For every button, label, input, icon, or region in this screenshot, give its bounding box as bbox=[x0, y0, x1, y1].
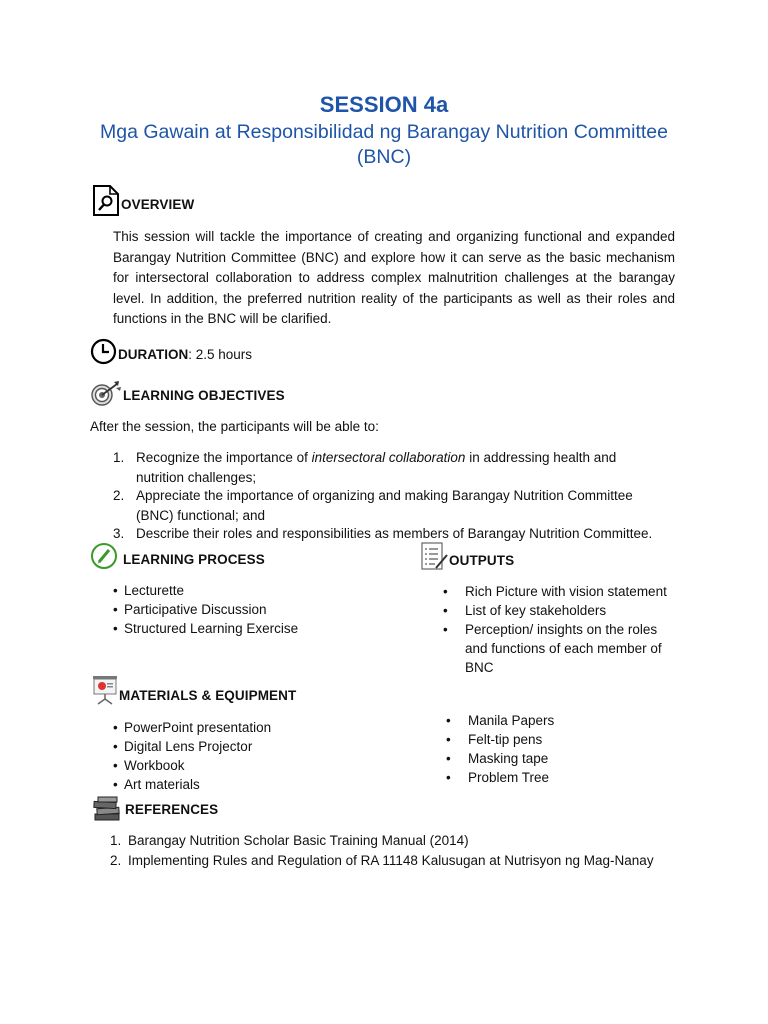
checklist-icon bbox=[420, 541, 449, 572]
references-list bbox=[110, 831, 710, 871]
list-item: • Problem Tree bbox=[446, 768, 696, 787]
list-item: • Rich Picture with vision statement bbox=[443, 582, 693, 601]
materials-heading: MATERIALS & EQUIPMENT bbox=[119, 688, 297, 703]
books-icon bbox=[92, 796, 122, 822]
list-item: 2. Appreciate the importance of organizing and making Barangay Nutrition Committee bbox=[113, 488, 633, 503]
duration-label: DURATION bbox=[118, 347, 189, 362]
list-item: 1. Barangay Nutrition Scholar Basic Training Manual (2014) bbox=[110, 833, 469, 848]
objectives-heading: LEARNING OBJECTIVES bbox=[123, 388, 285, 403]
objectives-list: 1. Recognize the importance of intersectoral collaboration in addressing health and nutrition challenges; 2. Appreciate the importance of organizing and making Barangay Nutrition Committee (BNC) functional; and 3. Describe their roles and responsibilities as members of Barangay Nutrition Committee. bbox=[113, 448, 683, 544]
duration-value: : 2.5 hours bbox=[188, 347, 253, 362]
overview-text: This session will tackle the importance of creating and organizing functional and expanded Barangay Nutrition Committee (BNC) and explore how it can serve as the basic mechanism for intersectoral collaboration to address complex malnutrition challenges at the barangay level. In addition, the preferred nutrition reality of the participants as well as their roles and functions in the BNC will be clarified. bbox=[113, 229, 675, 326]
overview-heading: OVERVIEW bbox=[121, 197, 195, 212]
list-item: • Workbook bbox=[113, 756, 413, 775]
list-item: • Art materials bbox=[113, 775, 413, 794]
list-item: • Structured Learning Exercise bbox=[113, 619, 413, 638]
list-item: 1. Recognize the importance of intersectoral collaboration in addressing health and bbox=[113, 450, 617, 465]
target-icon bbox=[90, 380, 122, 406]
outputs-list: • Rich Picture with vision statement • List of key stakeholders • Perception/ insights on the roles and functions of each member of BNC bbox=[443, 582, 693, 677]
pencil-circle-icon bbox=[90, 542, 118, 570]
duration-line bbox=[118, 347, 252, 362]
process-heading: LEARNING PROCESS bbox=[123, 552, 265, 567]
list-item: 2. Implementing Rules and Regulation of RA 11148 Kalusugan at Nutrisyon ng Mag-Nanay bbox=[110, 853, 654, 868]
references-heading: REFERENCES bbox=[125, 802, 219, 817]
list-item: • Participative Discussion bbox=[113, 600, 413, 619]
outputs-heading: OUTPUTS bbox=[449, 553, 515, 568]
session-subtitle: Mga Gawain at Responsibilidad ng Barangay Nutrition Committee (BNC) bbox=[100, 121, 668, 168]
list-item: • Felt-tip pens bbox=[446, 730, 696, 749]
session-title: SESSION 4a bbox=[319, 92, 449, 117]
objectives-intro: After the session, the participants will be able to: bbox=[90, 419, 379, 434]
process-list bbox=[113, 581, 413, 638]
materials-right-list bbox=[446, 711, 696, 787]
materials-left-list bbox=[113, 718, 413, 794]
list-item: • Digital Lens Projector bbox=[113, 737, 413, 756]
document-search-icon bbox=[92, 184, 120, 217]
presentation-board-icon bbox=[92, 675, 118, 705]
list-item: 3. Describe their roles and responsibilities as members of Barangay Nutrition Committee. bbox=[113, 526, 653, 541]
clock-icon bbox=[90, 338, 117, 365]
list-item: • Masking tape bbox=[446, 749, 696, 768]
list-item: • Perception/ insights on the roles bbox=[443, 620, 693, 639]
list-item: • PowerPoint presentation bbox=[113, 718, 413, 737]
list-item: • Lecturette bbox=[113, 581, 413, 600]
list-item: • List of key stakeholders bbox=[443, 601, 693, 620]
list-item: • Manila Papers bbox=[446, 711, 696, 730]
